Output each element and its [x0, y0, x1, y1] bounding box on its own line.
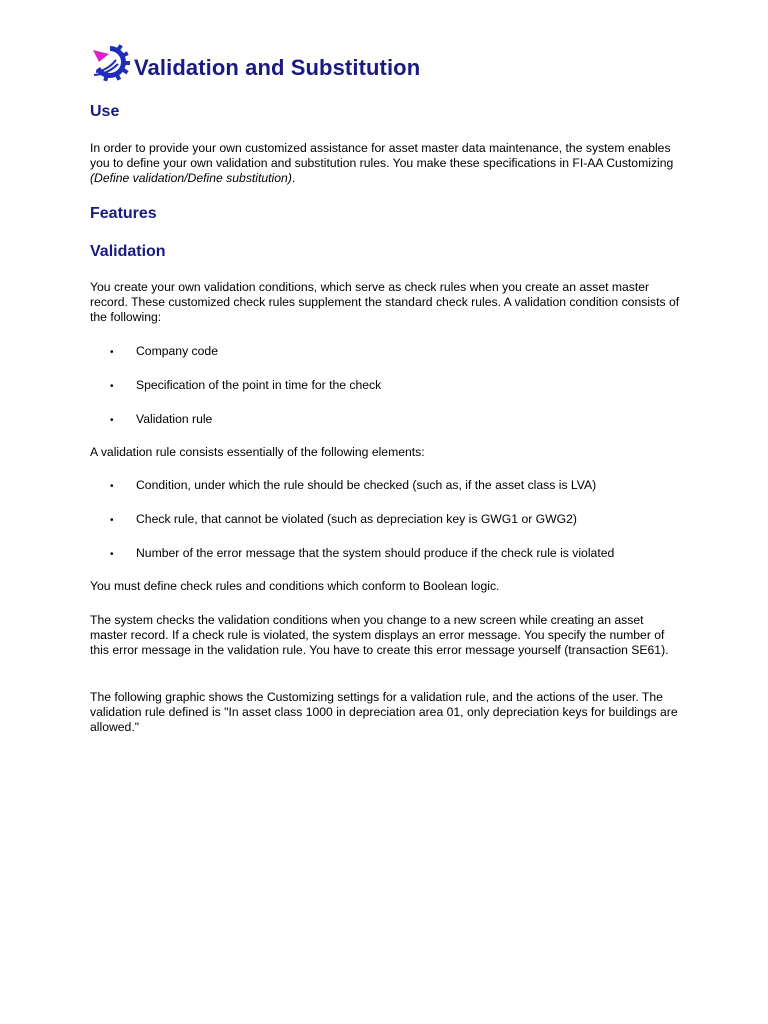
list-item — [110, 512, 577, 528]
bullet-icon: • — [110, 549, 114, 560]
list-item-text: Condition, under which the rule should be checked (such as, if the asset class is LVA) — [136, 478, 597, 492]
list-item — [110, 344, 218, 360]
list-item-text: Company code — [136, 344, 218, 358]
list-item — [110, 546, 614, 562]
boolean-paragraph: You must define check rules and conditions which conform to Boolean logic. — [90, 579, 500, 593]
bullet-icon: • — [110, 481, 114, 492]
validation-heading: Validation — [90, 243, 166, 260]
rule-intro-paragraph: A validation rule consists essentially of the following elements: — [90, 445, 425, 459]
bullet-icon: • — [110, 415, 114, 426]
page-title: Validation and Substitution — [134, 55, 421, 80]
features-heading: Features — [90, 205, 157, 222]
list-item — [110, 412, 212, 428]
list-item-text: Validation rule — [136, 412, 213, 426]
use-heading: Use — [90, 103, 120, 120]
list-item-text: Check rule, that cannot be violated (such as depreciation key is GWG1 or GWG2) — [136, 512, 577, 526]
bullet-icon: • — [110, 347, 114, 358]
use-paragraph — [90, 141, 680, 186]
graphic-paragraph: The following graphic shows the Customizing settings for a validation rule, and the actions of the user. The validation rule defined is "In asset class 1000 in depreciation area 01, only depreciation keys for buildings are allowed." — [90, 690, 678, 734]
list-item-text: Specification of the point in time for the check — [136, 378, 382, 392]
title-row — [90, 40, 420, 84]
check-paragraph: The system checks the validation conditions when you change to a new screen while creating an asset master record. If a check rule is violated, the system displays an error message. You specify the number of this error message in the validation rule. You have to create this error message yourself (transaction SE61). — [90, 613, 669, 657]
use-text-italic: (Define validation/Define substitution) — [90, 171, 292, 185]
sap-gear-logo-icon — [90, 42, 130, 82]
list-item — [110, 478, 596, 494]
bullet-icon: • — [110, 515, 114, 526]
list-item — [110, 378, 381, 394]
bullet-icon: • — [110, 381, 114, 392]
list-item-text: Number of the error message that the system should produce if the check rule is violated — [136, 546, 615, 560]
use-text-a: In order to provide your own customized assistance for asset master data maintenance, the system enables you to define your own validation and substitution rules. You make these specifications in FI-AA Customizing — [90, 141, 674, 170]
validation-intro-paragraph: You create your own validation conditions, which serve as check rules when you create an asset master record. These customized check rules supplement the standard check rules. A validation condition consists of the following: — [90, 280, 680, 324]
use-text-b: . — [291, 171, 296, 185]
